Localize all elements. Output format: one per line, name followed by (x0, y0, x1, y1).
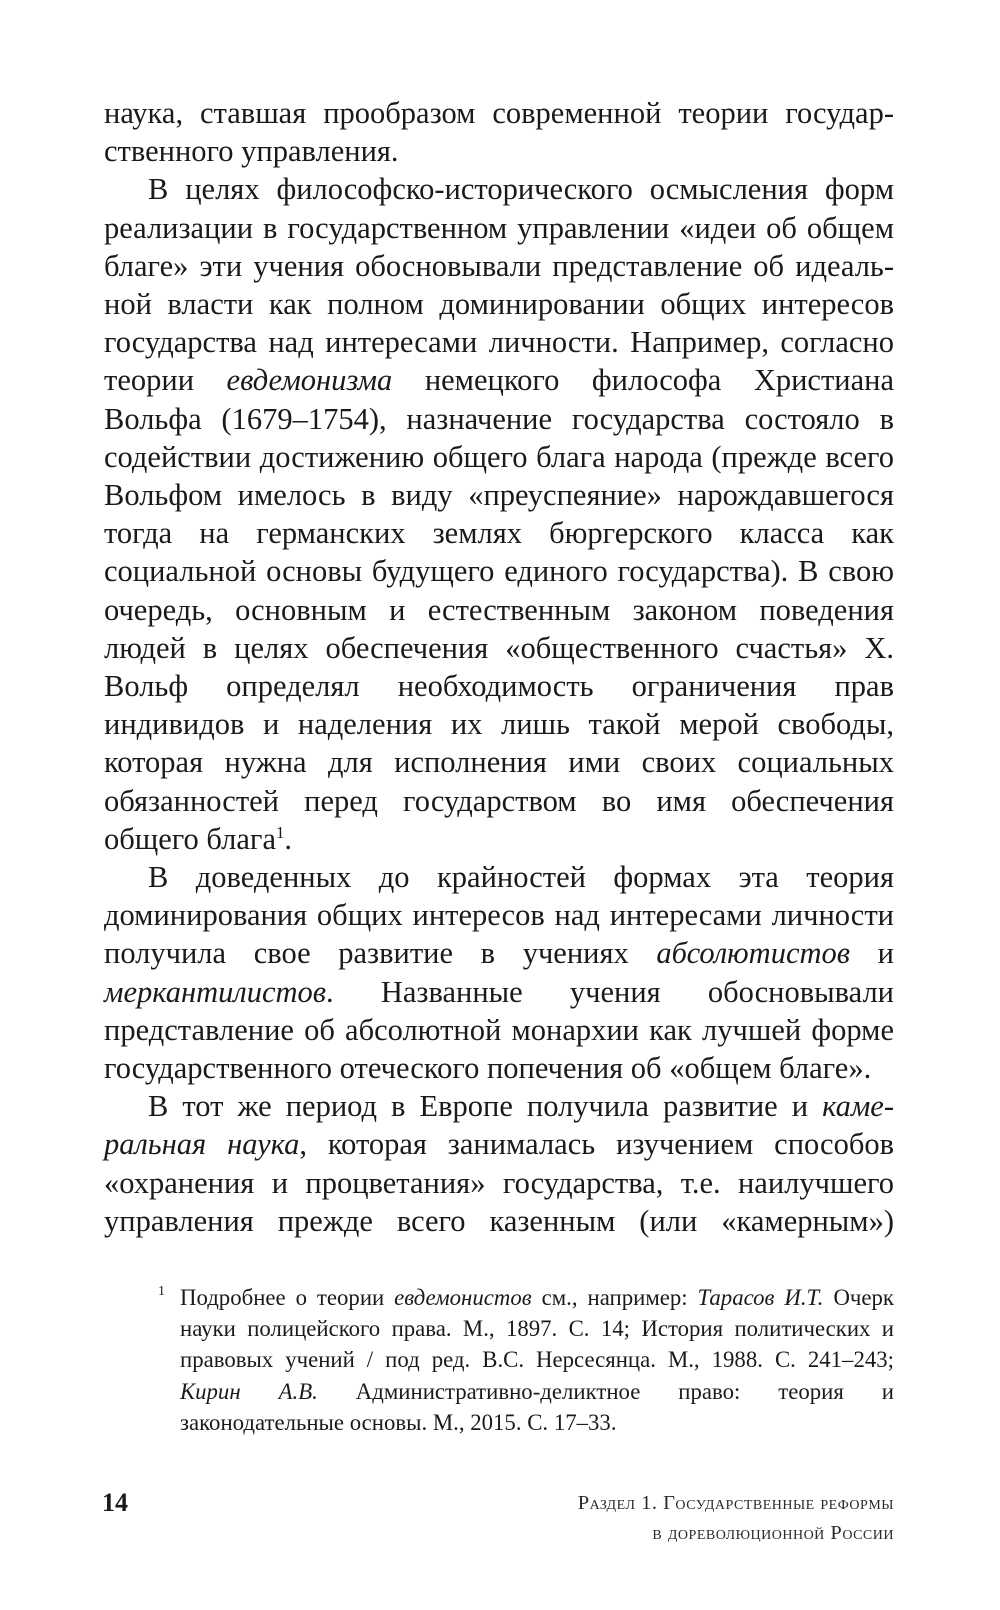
footnote-text-c: см., например: (531, 1285, 698, 1310)
footnote-author-tarasov: Тарасов И.Т. (697, 1285, 824, 1310)
paragraph-1-text: наука, ставшая прообразом современной теории государственного управления. (104, 96, 894, 169)
footnote-text-e: Очерк науки полицейского права. М., 1897. С. 14; История политических и правовых учений / под ред. В.С. Нерсесянца. М., 1988. С. 241–243; (180, 1285, 894, 1373)
term-mercantilists: меркантилистов (104, 974, 327, 1009)
page-number: 14 (102, 1488, 128, 1517)
paragraph-4-text-a: В тот же период в Европе получила развитие и (148, 1089, 823, 1124)
paragraph-2-text-a: В целях философско-исторического осмысления форм реализации в государственном управлении «идеи об общем благе» эти учения обосновывали представление об идеальной власти как полном доминировании общих интересов государства над интересами личности. Например, согласно теории (104, 172, 894, 398)
footnote-term-eudemonists: евдемонистов (394, 1285, 532, 1310)
paragraph-2 (104, 170, 894, 858)
paragraph-2-text-d: . (284, 821, 292, 856)
running-footer (578, 1488, 894, 1548)
paragraph-1 (104, 94, 894, 170)
paragraph-3-text-a: В доведенных до крайностей формах эта теория доминирования общих интересов над интересами личности получила свое развитие в учениях (104, 860, 894, 971)
footnote (158, 1282, 895, 1438)
term-eudemonism: евдемонизма (226, 363, 393, 398)
footnote-author-kirin: Кирин А.В. (180, 1378, 318, 1404)
term-cameral-science: камеральная наука (104, 1089, 894, 1162)
footnote-text-a: Подробнее о теории (180, 1285, 395, 1310)
footnote-mark: 1 (158, 1284, 165, 1299)
footnote-text-g: Административно-деликтное право: теория и законодательные основы. М., 2015. С. 17–33. (180, 1378, 895, 1435)
paragraph-3 (104, 858, 894, 1087)
main-text (104, 94, 894, 1240)
paragraph-2-text-c: немецкого философа Христиана Вольфа (1679–1754), назначение государства состояло в содействии достижению общего блага народа (прежде всего Вольфом имелось в виду «преуспеяние» нарождавшегося тогда на германских землях бюргерского класса как социальной основы будущего единого государства). В свою очередь, основным и естественным законом поведения людей в целях обеспечения «общественного счастья» Х. Вольф определял необходимость ограничения прав индивидов и наделения их лишь такой мерой свободы, которая нужна для исполнения ими своих социальных обязанностей перед государством во имя обеспечения общего блага (104, 363, 894, 856)
paragraph-3-text-e: . Названные учения обосновывали представление об абсолютной монархии как лучшей форме государственного отеческого попечения об «общем благе». (104, 974, 894, 1086)
term-absolutists: абсолютистов (656, 936, 851, 971)
footnote-reference: 1 (275, 822, 285, 842)
running-footer-line-2: в дореволюционной России (652, 1522, 894, 1544)
paragraph-4-text-c: , которая занималась изучением способов «охранения и процветания» государства, т.е. наилучшего управления прежде всего казенным (или «камерным») (104, 1127, 895, 1238)
paragraph-4 (104, 1087, 894, 1240)
running-footer-line-1: Раздел 1. Государственные реформы (577, 1492, 894, 1514)
paragraph-3-text-c: и (850, 936, 894, 971)
